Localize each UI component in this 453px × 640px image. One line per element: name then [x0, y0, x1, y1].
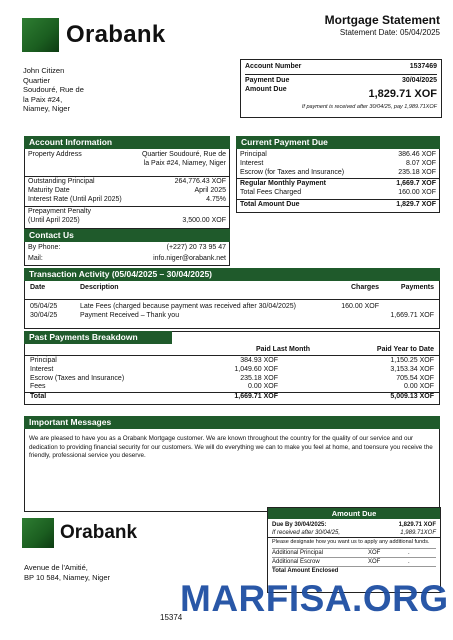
brand-name: Orabank: [66, 21, 166, 48]
coupon-address: [24, 563, 110, 582]
cell: 3,153.34 XOF: [390, 365, 434, 373]
transaction-row: [30, 312, 434, 321]
amount-due-value: 1,829.71 XOF: [368, 87, 437, 100]
row-label: Additional Escrow: [272, 559, 320, 565]
row-value: 3,500.00 XOF: [182, 217, 226, 224]
amount-due-row: [245, 86, 437, 102]
cell: Late Fees (charged because payment was received after 30/04/2025): [80, 303, 296, 310]
cell: [379, 303, 434, 312]
row-label: (Until April 2025): [28, 217, 80, 224]
prepayment-penalty-label: Prepayment Penalty: [28, 208, 92, 216]
row-label: Interest: [30, 365, 54, 373]
row-value: April 2025: [194, 186, 226, 194]
transaction-activity-section: [24, 268, 440, 329]
account-number-row: [245, 63, 437, 72]
total-fees-row: [240, 189, 436, 198]
coupon-account-fragment: 15374: [160, 613, 183, 622]
row-label: Total: [30, 393, 47, 400]
row-label: If received after 30/04/25,: [272, 530, 341, 536]
watermark-text: MARFISA.ORG: [180, 578, 449, 619]
transaction-header-row: [30, 284, 434, 296]
row-label: Interest Rate (Until April 2025): [28, 195, 122, 203]
property-address-row: [28, 151, 226, 175]
document-title: Mortgage Statement: [324, 13, 440, 27]
cell: [320, 312, 379, 321]
column-header: Charges: [350, 284, 379, 291]
past-payments-section: [24, 331, 440, 405]
recipient-line: Quartier: [23, 75, 51, 85]
row-label: Maturity Date: [28, 186, 70, 194]
breakdown-header-row: [30, 344, 434, 355]
past-payments-title: Past Payments Breakdown: [24, 331, 172, 344]
coupon-address-line: Avenue de l'Amitié,: [24, 563, 88, 572]
cell: 1,150.25 XOF: [390, 357, 434, 364]
breakdown-row: [30, 366, 434, 375]
property-address-line: la Paix #24, Niamey, Niger: [143, 159, 226, 167]
transaction-row: [30, 303, 434, 312]
payment-row: [240, 169, 436, 178]
breakdown-total-row: [25, 392, 439, 402]
cell: 1,669.71 XOF: [390, 311, 434, 319]
cell: 235.18 XOF: [240, 374, 278, 382]
mail-value[interactable]: info.niger@orabank.net: [153, 254, 226, 262]
payment-due-row: [245, 77, 437, 86]
transaction-activity-title: Transaction Activity (05/04/2025 – 30/04/2025): [24, 268, 440, 281]
cell: 705.54 XOF: [396, 374, 434, 382]
row-value: 8.07 XOF: [406, 159, 436, 167]
contact-phone-row: [28, 244, 226, 253]
breakdown-row: [30, 383, 434, 392]
account-info-row: [28, 196, 226, 205]
additional-principal-row[interactable]: [272, 548, 436, 557]
cell: 0.00 XOF: [404, 383, 434, 391]
column-header: Payments: [400, 284, 434, 291]
row-dot: .: [408, 559, 410, 565]
row-value: 160.00 XOF: [398, 189, 436, 196]
row-label: Principal: [240, 151, 267, 158]
column-header: Paid Year to Date: [376, 346, 434, 353]
row-label: Fees: [30, 383, 46, 391]
row-label: Due By 30/04/2025:: [272, 522, 327, 528]
row-value: 1,989.71XOF: [400, 530, 436, 536]
account-number-value: 1537469: [409, 63, 437, 70]
cell: 160.00 XOF: [341, 303, 379, 310]
orabank-logo-mark: [22, 518, 54, 548]
additional-escrow-row[interactable]: [272, 557, 436, 566]
row-label: Principal: [30, 357, 57, 364]
row-label: Outstanding Principal: [28, 178, 95, 185]
cell: 0.00 XOF: [248, 383, 278, 391]
contact-mail-row: [28, 255, 226, 264]
column-header: Paid Last Month: [255, 346, 310, 353]
cell: 384.93 XOF: [240, 357, 278, 364]
account-info-row: [28, 178, 226, 187]
account-information-section: [24, 136, 230, 266]
column-header: Description: [80, 284, 119, 291]
row-value: 235.18 XOF: [398, 168, 436, 176]
cell: 5,009.13 XOF: [390, 393, 434, 400]
breakdown-row: [30, 375, 434, 384]
phone-value: (+227) 20 73 95 47: [166, 243, 226, 251]
row-label: Interest: [240, 159, 264, 167]
current-payment-title: Current Payment Due: [236, 136, 440, 149]
if-received-after-row: [268, 529, 440, 538]
payment-row: [240, 160, 436, 169]
row-label: Additional Principal: [272, 550, 324, 556]
row-label: Escrow (for Taxes and Insurance): [240, 168, 345, 176]
breakdown-row: [30, 357, 434, 366]
coupon-brand-name: Orabank: [60, 522, 138, 543]
coupon-address-line: BP 10 584, Niamey, Niger: [24, 572, 111, 582]
orabank-logo-mark: [22, 18, 59, 52]
account-number-label: Account Number: [245, 63, 302, 70]
row-unit: XOF: [368, 550, 381, 556]
due-by-row: [272, 521, 436, 529]
row-value: 1,829.7 XOF: [396, 200, 436, 208]
payment-due-label: Payment Due: [245, 76, 290, 84]
phone-label: By Phone:: [28, 243, 61, 251]
designate-note: Please designate how you want us to apply any additional funds.: [272, 539, 430, 545]
late-payment-note: If payment is received after 30/04/25, pay 1,989.71XOF: [301, 104, 437, 111]
account-information-title: Account Information: [24, 136, 230, 149]
important-messages-body: We are pleased to have you as a Orabank Mortgage customer. We are known throughout the country for the quality of our service and our dedication to providing financial security for our customers. We will do everything we can to make you feel at home, and toensure you receive the friendly, professional service you deserve.: [29, 435, 433, 459]
row-value: 264,776.43 XOF: [174, 178, 226, 185]
recipient-line: Soudouré, Rue de: [23, 85, 84, 94]
payment-row: [240, 151, 436, 160]
cell: Payment Received – Thank you: [80, 311, 180, 319]
recipient-line: Niamey, Niger: [23, 104, 70, 113]
important-messages-title: Important Messages: [24, 416, 440, 429]
row-value: 386.46 XOF: [398, 151, 436, 158]
amount-due-label: Amount Due: [245, 85, 287, 93]
prepayment-penalty-row: [28, 217, 226, 226]
row-value: 4.75%: [206, 195, 226, 203]
amount-due-coupon-title: Amount Due: [268, 508, 440, 519]
cell: 05/04/25: [30, 303, 58, 310]
cell: 30/04/25: [30, 311, 58, 319]
row-label: Regular Monthly Payment: [240, 180, 326, 188]
row-unit: XOF: [368, 559, 381, 565]
recipient-address: [23, 66, 84, 114]
row-label: Total Amount Due: [240, 200, 300, 208]
row-value: 1,669.7 XOF: [396, 180, 436, 188]
summary-box: [240, 59, 442, 118]
current-payment-section: [236, 136, 440, 213]
row-dot: .: [408, 550, 410, 556]
mail-label: Mail:: [28, 254, 43, 262]
contact-us-title: Contact Us: [24, 229, 230, 242]
row-value: 1,829.71 XOF: [398, 522, 436, 528]
row-label: Total Fees Charged: [240, 189, 302, 196]
column-header: Date: [30, 284, 46, 291]
property-address-label: Property Address: [28, 151, 82, 158]
account-info-row: [28, 187, 226, 196]
property-address-line: Quartier Soudouré, Rue de: [141, 151, 226, 158]
cell: 1,049.60 XOF: [234, 365, 278, 373]
recipient-line: la Paix #24,: [23, 94, 63, 104]
regular-monthly-payment-row: [240, 180, 436, 189]
recipient-line: John Citizen: [23, 66, 65, 75]
important-messages-section: [24, 416, 440, 512]
cell: 1,669.71 XOF: [234, 393, 278, 400]
total-amount-due-row: [240, 201, 436, 210]
total-amount-enclosed-label: Total Amount Enclosed: [272, 566, 436, 575]
payment-due-value: 30/04/2025: [401, 76, 437, 84]
statement-date: Statement Date: 05/04/2025: [339, 28, 440, 37]
row-label: Escrow (Taxes and Insurance): [30, 374, 125, 382]
